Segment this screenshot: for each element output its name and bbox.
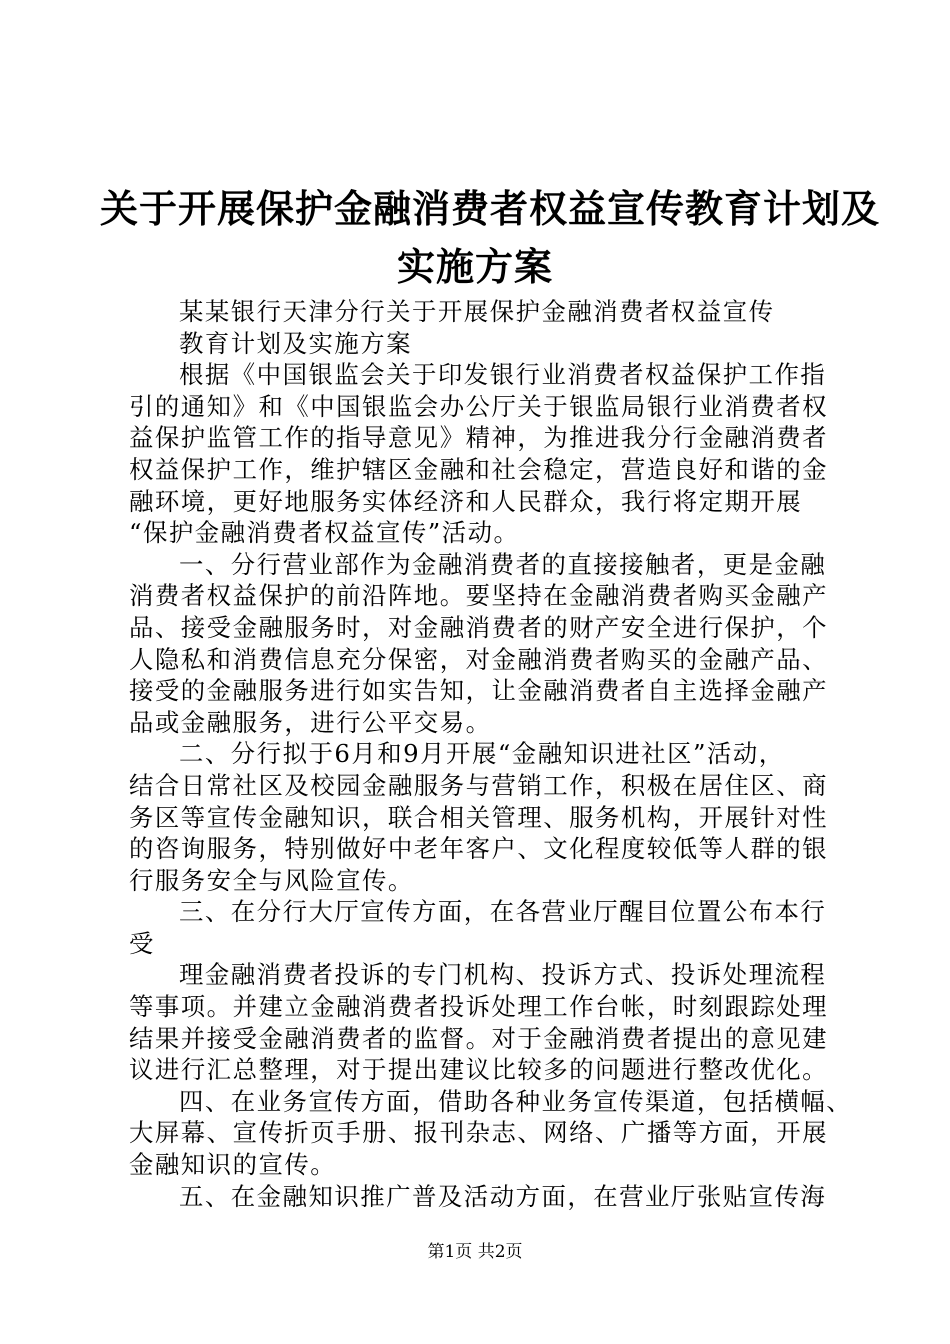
- body-line: 大屏幕、宣传折页手册、报刊杂志、网络、广播等方面，开展: [129, 1118, 829, 1148]
- body-line: 受: [129, 928, 155, 958]
- page-footer: 第1页 共2页: [427, 1242, 523, 1262]
- body-line: 消费者权益保护的前沿阵地。要坚持在金融消费者购买金融产: [129, 581, 829, 611]
- body-line: 一、分行营业部作为金融消费者的直接接触者，更是金融: [179, 549, 827, 579]
- body-line: 人隐私和消费信息充分保密，对金融消费者购买的金融产品、: [129, 644, 829, 674]
- body-line: 权益保护工作，维护辖区金融和社会稳定，营造良好和谐的金: [129, 454, 829, 484]
- body-line: 教育计划及实施方案: [179, 328, 413, 358]
- document-title-line-2: 实施方案: [396, 244, 553, 289]
- body-line: 五、在金融知识推广普及活动方面，在营业厅张贴宣传海: [179, 1181, 827, 1211]
- body-line: 二、分行拟于6月和9月开展“金融知识进社区”活动，: [179, 739, 785, 769]
- body-line: “保护金融消费者权益宣传”活动。: [129, 518, 520, 548]
- body-line: 品、接受金融服务时，对金融消费者的财产安全进行保护，个: [129, 612, 829, 642]
- body-line: 结合日常社区及校园金融服务与营销工作，积极在居住区、商: [129, 770, 829, 800]
- body-line: 引的通知》和《中国银监会办公厅关于银监局银行业消费者权: [129, 391, 829, 421]
- body-line: 益保护监管工作的指导意见》精神，为推进我分行金融消费者: [129, 423, 829, 453]
- body-line: 三、在分行大厅宣传方面，在各营业厅醒目位置公布本行: [179, 897, 827, 927]
- body-line: 议进行汇总整理，对于提出建议比较多的问题进行整改优化。: [129, 1055, 829, 1085]
- body-line: 结果并接受金融消费者的监督。对于金融消费者提出的意见建: [129, 1023, 829, 1053]
- body-line: 接受的金融服务进行如实告知，让金融消费者自主选择金融产: [129, 676, 829, 706]
- body-line: 的咨询服务，特别做好中老年客户、文化程度较低等人群的银: [129, 834, 829, 864]
- body-line: 品或金融服务，进行公平交易。: [129, 707, 492, 737]
- body-line: 等事项。并建立金融消费者投诉处理工作台帐，时刻跟踪处理: [129, 992, 829, 1022]
- body-line: 理金融消费者投诉的专门机构、投诉方式、投诉处理流程: [179, 960, 827, 990]
- body-line: 务区等宣传金融知识，联合相关管理、服务机构，开展针对性: [129, 802, 829, 832]
- body-line: 金融知识的宣传。: [129, 1150, 337, 1180]
- body-line: 行服务安全与风险宣传。: [129, 865, 414, 895]
- body-line: 根据《中国银监会关于印发银行业消费者权益保护工作指: [179, 360, 827, 390]
- body-line: 融环境，更好地服务实体经济和人民群众，我行将定期开展: [129, 486, 803, 516]
- document-title-line-1: 关于开展保护金融消费者权益宣传教育计划及: [100, 186, 881, 231]
- body-line: 四、在业务宣传方面，借助各种业务宣传渠道，包括横幅、: [179, 1086, 853, 1116]
- body-line: 某某银行天津分行关于开展保护金融消费者权益宣传: [179, 297, 775, 326]
- document-body: [129, 296, 853, 1212]
